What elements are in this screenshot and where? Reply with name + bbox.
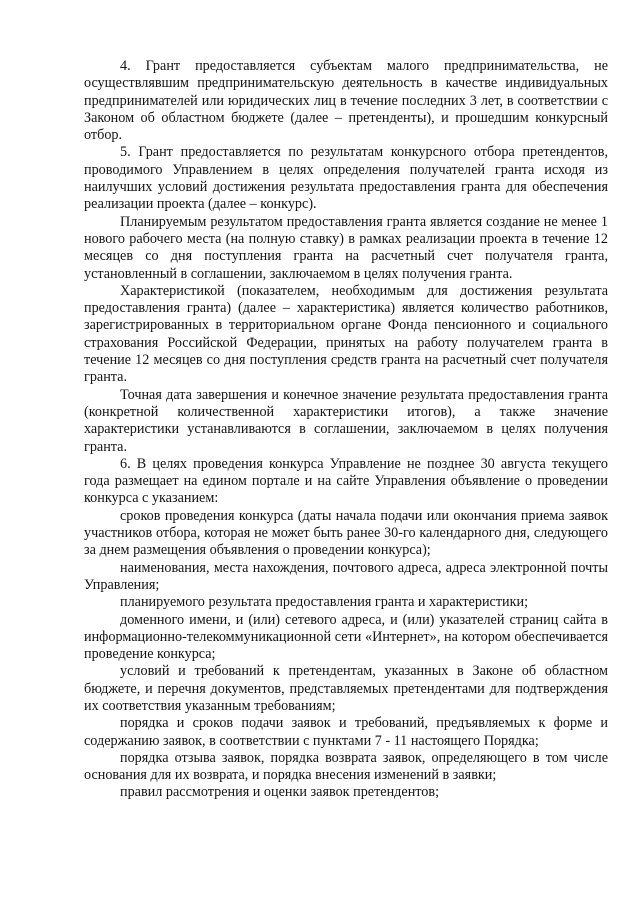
- paragraph-terms: сроков проведения конкурса (даты начала подачи или окончания приема заявок участников отбора, которая не может быть ранее 30-го календарного дня, следующего за днем размещения объявления о проведении конкурса);: [84, 507, 608, 559]
- paragraph-review-rules: правил рассмотрения и оценки заявок претендентов;: [120, 784, 440, 801]
- paragraph-competition: 5. Грант предоставляется по результатам конкурсного отбора претендентов, проводимого Управлением в целях определения получателей гранта исходя из наилучших условий достижения результата предоставления гранта для обеспечения реализации проекта (далее – конкурс).: [84, 144, 608, 213]
- paragraph-grant-recipients: 4. Грант предоставляется субъектам малого предпринимательства, не осуществлявшим предпринимательскую деятельность в качестве индивидуальных предпринимателей или юридических лиц в течение последних 3 лет, в соответствии с Законом об областном бюджете (далее – претенденты), и прошедшим конкурсный отбор.: [84, 58, 608, 144]
- paragraph-characteristic: Характеристикой (показателем, необходимым для достижения результата предоставления гранта) (далее – характеристика) является количество работников, зарегистрированных в территориальном органе Фонда пенсионного и социального страхования Российской Федерации, принятых на работу получателем гранта в течение 12 месяцев со дня поступления средств гранта на расчетный счет получателя гранта.: [84, 282, 608, 386]
- paragraph-announcement: 6. В целях проведения конкурса Управление не позднее 30 августа текущего года размещает на едином портале и на сайте Управления объявление о проведении конкурса с указанием:: [84, 455, 608, 507]
- paragraph-planned-result: Планируемым результатом предоставления гранта является создание не менее 1 нового рабочего места (на полную ставку) в рамках реализации проекта в течение 12 месяцев со дня поступления гранта на расчетный счет получателя гранта, установленный в соглашении, заключаемом в целях получения гранта.: [84, 213, 608, 282]
- paragraph-withdrawal: порядка отзыва заявок, порядка возврата заявок, определяющего в том числе основания для их возврата, и порядка внесения изменений в заявки;: [84, 749, 608, 784]
- paragraph-contacts: наименования, места нахождения, почтового адреса, адреса электронной почты Управления;: [84, 559, 608, 593]
- paragraph-completion-date: Точная дата завершения и конечное значение результата предоставления гранта (конкретной количественной характеристики итогов), а также значение характеристики устанавливаются в соглашении, заключаемом в целях получения гранта.: [84, 386, 608, 455]
- paragraph-domain: доменного имени, и (или) сетевого адреса, и (или) указателей страниц сайта в информационно-телекоммуникационной сети «Интернет», на котором обеспечивается проведение конкурса;: [84, 611, 608, 663]
- paragraph-application-order: порядка и сроков подачи заявок и требований, предъявляемых к форме и содержанию заявок, в соответствии с пунктами 7 - 11 настоящего Порядка;: [84, 715, 608, 749]
- paragraph-conditions: условий и требований к претендентам, указанных в Законе об областном бюджете, и перечня документов, представляемых претендентами для подтверждения их соответствия указанным требованиям;: [84, 663, 608, 714]
- paragraph-result-item: планируемого результата предоставления гранта и характеристики;: [120, 594, 529, 611]
